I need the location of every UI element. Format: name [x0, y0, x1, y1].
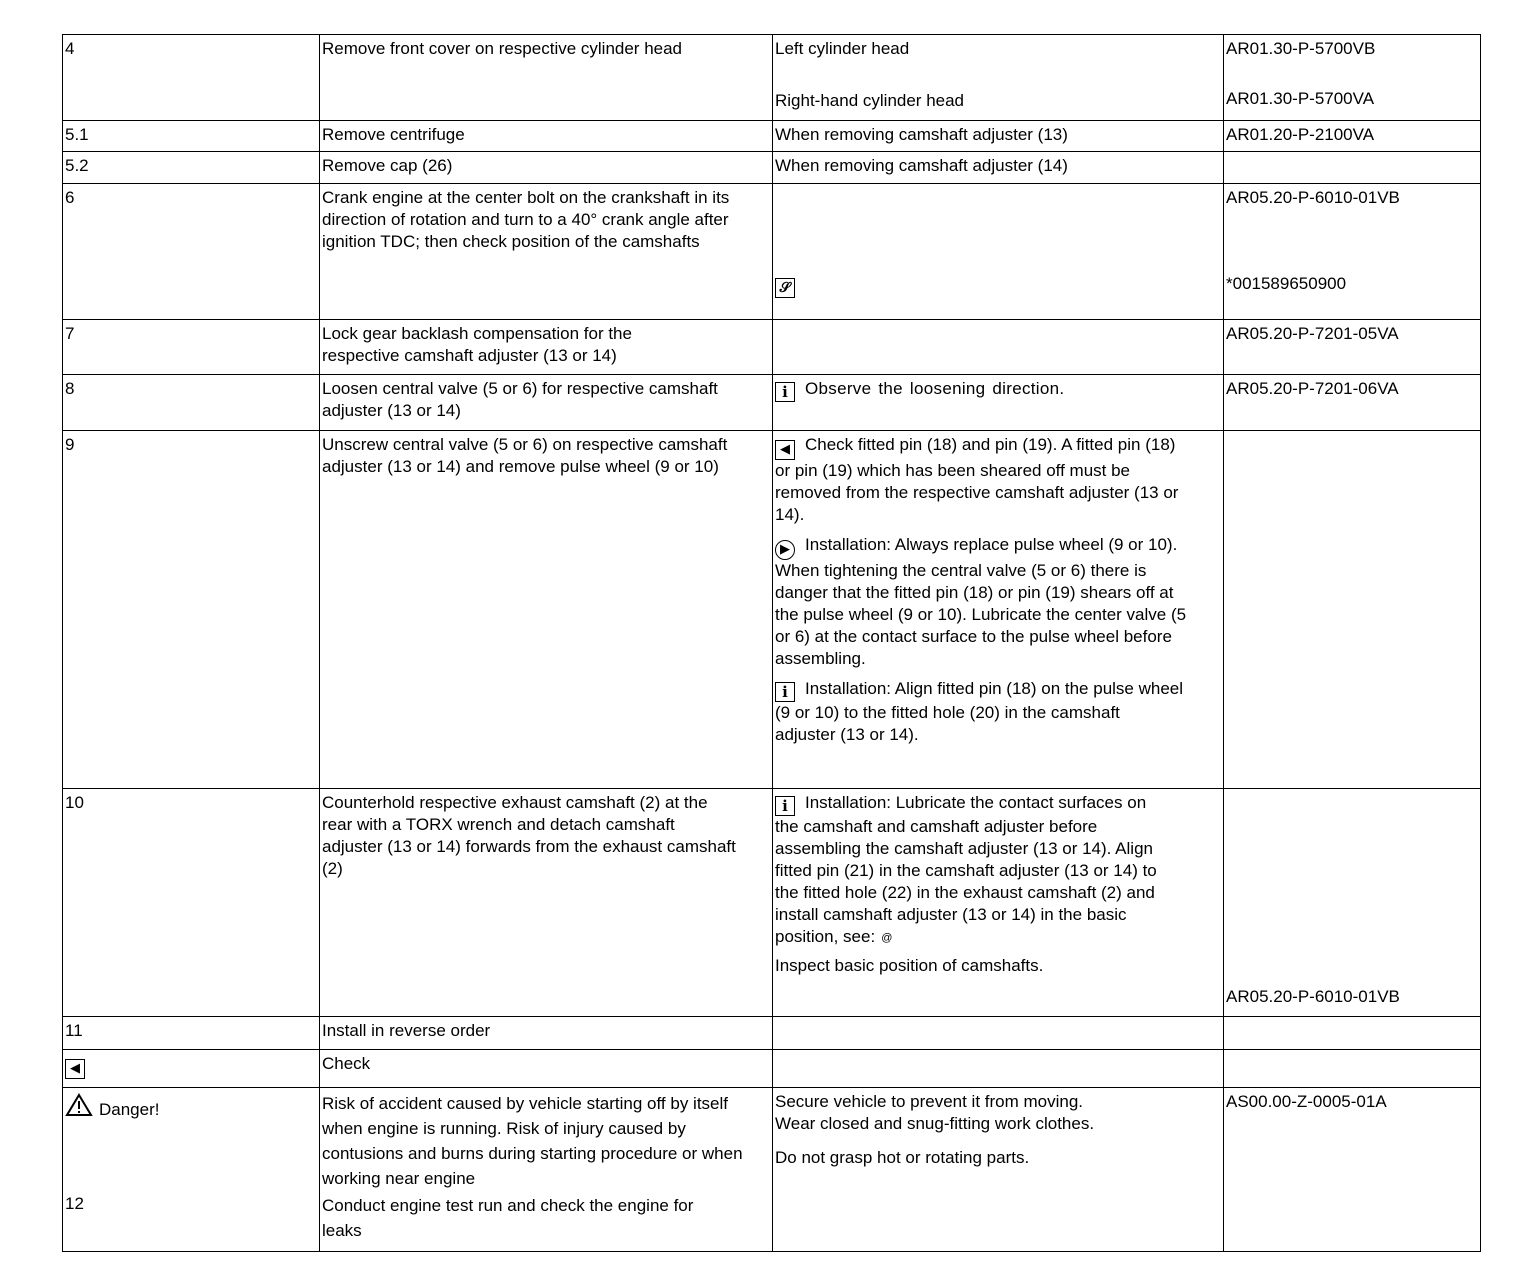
step-reference	[1224, 1017, 1481, 1050]
step-number: 5.2	[63, 152, 320, 184]
step-action: Remove front cover on respective cylinder head	[320, 35, 773, 121]
step-number: 5.1	[63, 121, 320, 152]
table-row	[63, 1050, 1481, 1088]
step-action: Lock gear backlash compensation for the respective camshaft adjuster (13 or 14)	[320, 320, 773, 375]
step-action: Remove cap (26)	[320, 152, 773, 184]
table-row	[63, 121, 1481, 152]
step-number: 9	[63, 431, 320, 789]
info-icon: i	[775, 796, 795, 816]
check-icon: ◀	[65, 1059, 85, 1079]
step-reference	[1224, 152, 1481, 184]
step-action: Counterhold respective exhaust camshaft (2) at the rear with a TORX wrench and detach camshaft adjuster (13 or 14) forwards from the exhaust camshaft (2)	[320, 789, 773, 1017]
step-note	[773, 320, 1224, 375]
step-reference: AR05.20-P-7201-06VA	[1224, 375, 1481, 431]
step-reference	[1224, 1050, 1481, 1088]
step-note: ◀ Check fitted pin (18) and pin (19). A fitted pin (18) or pin (19) which has been sheared off must be removed from the respective camshaft adjuster (13 or 14). ▶ Installation: Always replace pulse wheel (9 or 10). When tightening the central valve (5 or 6) there is danger that the fitted pin (18) or pin (19) shears off at the pulse wheel (9 or 10). Lubricate the center valve (5 or 6) at the contact surface to the pulse wheel before assembling. i Installation: Align fitted pin (18) on the pulse wheel (9 or 10) to the fitted hole (20) in the camshaft adjuster (13 or 14).	[773, 431, 1224, 789]
step-reference: AR05.20-P-6010-01VB	[1224, 789, 1481, 1017]
step-note: Secure vehicle to prevent it from moving. Wear closed and snug-fitting work clothes. Do not grasp hot or rotating parts.	[773, 1088, 1224, 1252]
step-reference: AS00.00-Z-0005-01A	[1224, 1088, 1481, 1252]
step-number: 10	[63, 789, 320, 1017]
step-action: Loosen central valve (5 or 6) for respective camshaft adjuster (13 or 14)	[320, 375, 773, 431]
step-reference: AR01.20-P-2100VA	[1224, 121, 1481, 152]
step-note: When removing camshaft adjuster (13)	[773, 121, 1224, 152]
tool-icon: 𝒮	[775, 278, 795, 298]
warning-triangle-icon	[65, 1093, 93, 1117]
step-reference: AR05.20-P-6010-01VB *001589650900	[1224, 184, 1481, 320]
step-action: Risk of accident caused by vehicle starting off by itself when engine is running. Risk of injury caused by contusions and burns during starting procedure or when working near engine Conduct engine test run and check the engine for leaks	[320, 1088, 773, 1252]
table-row	[63, 1017, 1481, 1050]
step-note: i Observe the loosening direction.	[773, 375, 1224, 431]
step-action: Install in reverse order	[320, 1017, 773, 1050]
step-number: 4	[63, 35, 320, 121]
table-row	[63, 1088, 1481, 1252]
check-icon: ◀	[775, 440, 795, 460]
table-row	[63, 184, 1481, 320]
info-icon: i	[775, 682, 795, 702]
procedure-table	[62, 34, 1481, 1252]
table-row	[63, 152, 1481, 184]
step-number: Danger! 12	[63, 1088, 320, 1252]
step-note: When removing camshaft adjuster (14)	[773, 152, 1224, 184]
table-row	[63, 35, 1481, 121]
step-reference	[1224, 431, 1481, 789]
step-note	[773, 1050, 1224, 1088]
step-note	[773, 1017, 1224, 1050]
step-action: Remove centrifuge	[320, 121, 773, 152]
step-action: Crank engine at the center bolt on the crankshaft in its direction of rotation and turn to a 40° crank angle after ignition TDC; then check position of the camshafts	[320, 184, 773, 320]
info-icon: i	[775, 382, 795, 402]
step-number: 11	[63, 1017, 320, 1050]
link-icon[interactable]: @	[881, 932, 893, 944]
step-note	[773, 184, 1224, 320]
table-row	[63, 320, 1481, 375]
step-number: 8	[63, 375, 320, 431]
table-row	[63, 789, 1481, 1017]
step-action: Unscrew central valve (5 or 6) on respective camshaft adjuster (13 or 14) and remove pulse wheel (9 or 10)	[320, 431, 773, 789]
step-number	[63, 1050, 320, 1088]
step-reference: AR05.20-P-7201-05VA	[1224, 320, 1481, 375]
step-reference: AR01.30-P-5700VB AR01.30-P-5700VA	[1224, 35, 1481, 121]
step-action: Check	[320, 1050, 773, 1088]
step-note: i Installation: Lubricate the contact surfaces on the camshaft and camshaft adjuster before assembling the camshaft adjuster (13 or 14). Align fitted pin (21) in the camshaft adjuster (13 or 14) to the fitted hole (22) in the exhaust camshaft (2) and install camshaft adjuster (13 or 14) in the basic position, see: @ Inspect basic position of camshafts.	[773, 789, 1224, 1017]
step-number: 6	[63, 184, 320, 320]
step-note: Left cylinder head Right-hand cylinder head	[773, 35, 1224, 121]
table-row	[63, 431, 1481, 789]
install-icon: ▶	[775, 540, 795, 560]
table-row	[63, 375, 1481, 431]
step-number: 7	[63, 320, 320, 375]
